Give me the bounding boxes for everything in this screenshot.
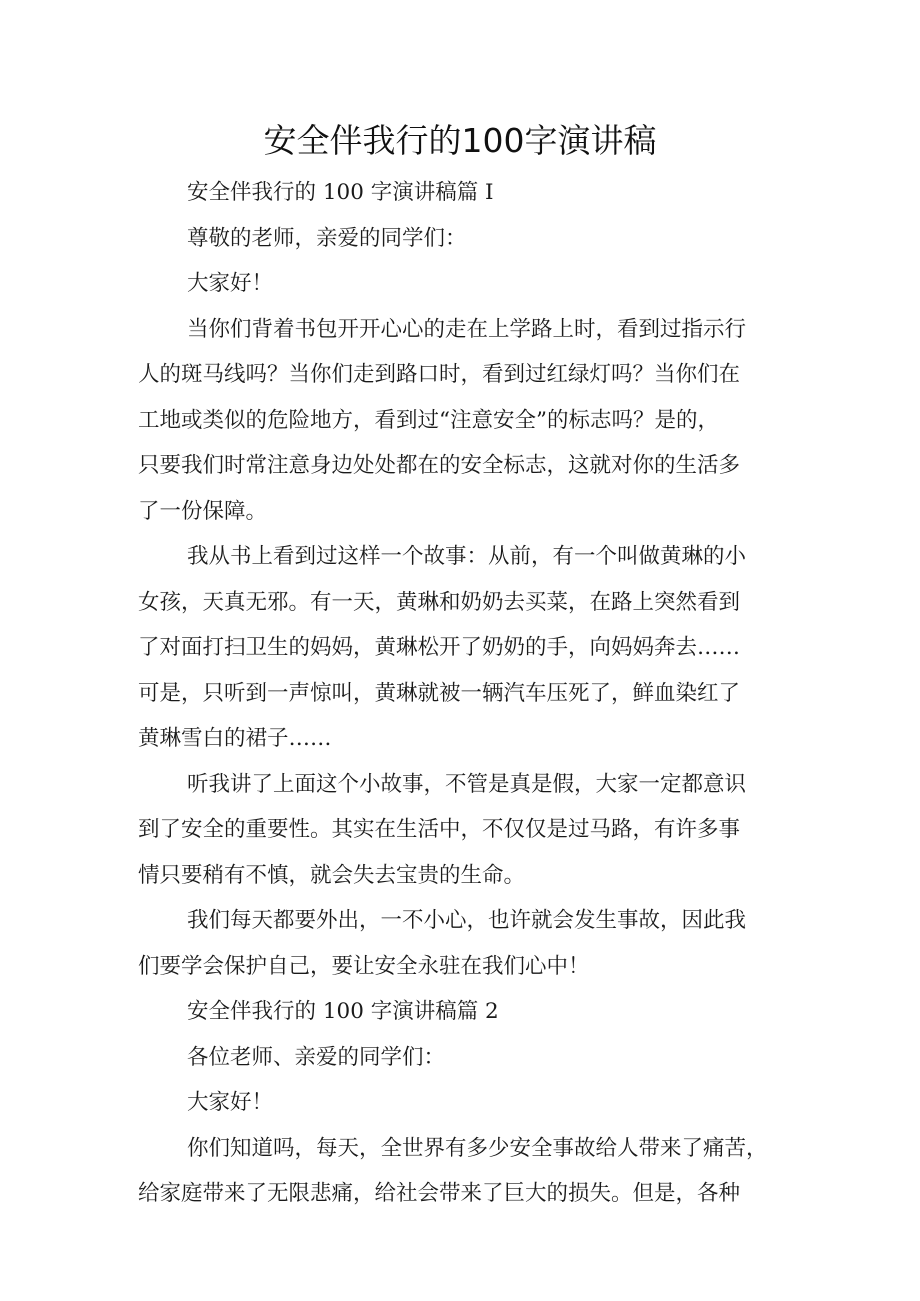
paragraph-line: 情只要稍有不慎，就会失去宝贵的生命。 [138, 862, 526, 888]
paragraph-line: 我们每天都要外出，一不小心，也许就会发生事故，因此我 [187, 908, 747, 933]
paragraph [138, 170, 788, 216]
paragraph-line: 大家好！ [187, 1090, 274, 1115]
paragraph-line: 只要我们时常注意身边处处都在的安全标志，这就对你的生活多 [138, 453, 741, 478]
paragraph-line: 大家好！ [187, 271, 274, 296]
paragraph-line: 们要学会保护自己，要让安全永驻在我们心中！ [138, 953, 590, 979]
paragraph-line: 你们知道吗，每天，全世界有多少安全事故给人带来了痛苦， [187, 1135, 768, 1161]
paragraph-line: 人的斑马线吗？当你们走到路口时，看到过红绿灯吗？当你们在 [138, 362, 741, 387]
paragraph-line: 了对面打扫卫生的妈妈，黄琳松开了奶奶的手，向妈妈奔去…… [138, 635, 741, 660]
paragraph [138, 1126, 788, 1217]
paragraph [138, 989, 788, 1035]
paragraph-line: 女孩，天真无邪。有一天，黄琳和奶奶去买菜，在路上突然看到 [138, 589, 741, 615]
paragraph-line: 安全伴我行的 100 字演讲稿篇 I [187, 180, 494, 205]
document-body [138, 170, 788, 1217]
paragraph [138, 762, 788, 899]
paragraph-line: 黄琳雪白的裙子…… [138, 726, 332, 751]
paragraph [138, 261, 788, 307]
paragraph [138, 898, 788, 989]
paragraph [138, 307, 788, 535]
paragraph-line: 工地或类似的危险地方，看到过“注意安全”的标志吗？是的， [138, 407, 719, 433]
paragraph-line: 给家庭带来了无限悲痛，给社会带来了巨大的损失。但是，各种 [138, 1181, 741, 1206]
paragraph-line: 尊敬的老师，亲爱的同学们： [187, 225, 467, 251]
paragraph-line: 各位老师、亲爱的同学们： [187, 1044, 446, 1070]
paragraph [138, 1035, 788, 1081]
paragraph-line: 到了安全的重要性。其实在生活中，不仅仅是过马路，有许多事 [138, 817, 741, 842]
paragraph-line: 我从书上看到过这样一个故事：从前，有一个叫做黄琳的小 [187, 544, 747, 569]
paragraph [138, 534, 788, 762]
paragraph [138, 1080, 788, 1126]
paragraph-line: 听我讲了上面这个小故事，不管是真是假，大家一定都意识 [187, 771, 747, 797]
document-title: 安全伴我行的100字演讲稿 [263, 121, 657, 160]
paragraph [138, 216, 788, 262]
paragraph-line: 安全伴我行的 100 字演讲稿篇 2 [187, 999, 499, 1024]
paragraph-line: 了一份保障。 [138, 498, 268, 524]
paragraph-line: 可是，只听到一声惊叫，黄琳就被一辆汽车压死了，鲜血染红了 [138, 680, 741, 706]
paragraph-line: 当你们背着书包开开心心的走在上学路上时，看到过指示行 [187, 316, 747, 342]
